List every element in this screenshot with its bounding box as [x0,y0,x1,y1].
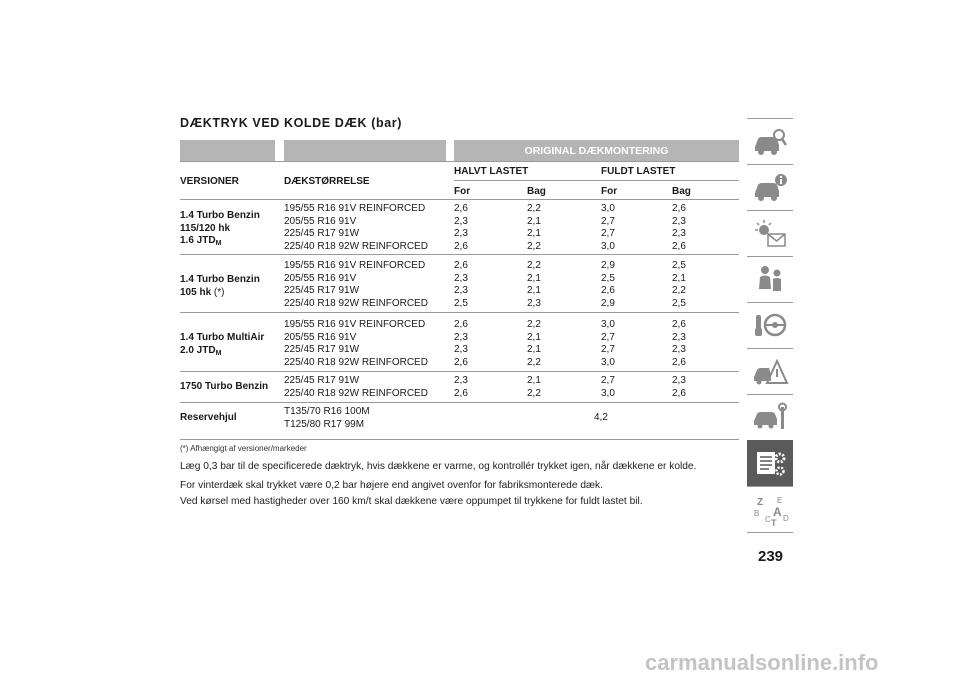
light-envelope-icon [751,217,789,251]
car-warning-triangle-icon [751,355,789,389]
col-header-tyresize: DÆKSTØRRELSE [284,176,370,187]
index-letter: B [754,508,760,518]
pressure-value: 3,0 [601,387,615,399]
full-front-values [601,203,615,253]
pressure-value: 2,6 [454,203,468,214]
version-line: 115/120 hk [180,222,231,234]
version-subscript: M [215,349,222,357]
pressure-value: 2,9 [601,297,615,309]
chapter-tab-safety[interactable] [747,256,793,302]
chapter-tab-car-inspection[interactable] [747,118,793,164]
pressure-value: 2,3 [527,297,541,309]
pressure-value: 2,7 [601,344,615,355]
col-header-full-laden: FULDT LASTET [601,166,676,177]
pressure-value: 2,6 [454,319,468,330]
chapter-tab-lights-messages[interactable] [747,210,793,256]
pressure-value: 2,9 [601,260,615,271]
version-text: 105 hk [180,286,212,298]
pressure-value: 2,2 [527,356,541,368]
version-line: 1.4 Turbo Benzin [180,210,260,221]
pressure-value: 3,0 [601,240,615,252]
original-fitting-label: ORIGINAL DÆKMONTERING [524,144,669,157]
pressure-value: 2,5 [601,272,615,284]
paragraph: For vinterdæk skal trykket være 0,2 bar højere end angivet ovenfor for fabriksmonterede dæk. [180,480,603,491]
pressure-value: 2,1 [527,375,541,386]
pressure-value: 2,2 [527,387,541,399]
chapter-tab-starting-driving[interactable] [747,302,793,348]
pressure-value: 2,2 [527,203,541,214]
pressure-value: 2,7 [601,375,615,386]
tyre-size: 225/40 R18 92W REINFORCED [284,297,428,309]
divider [454,180,739,181]
pressure-value: 2,6 [454,260,468,271]
header-band-original [454,140,739,161]
index-letter: T [771,517,777,527]
pressure-value: 2,3 [454,344,468,355]
pressure-value: 2,1 [527,285,541,296]
divider [180,402,739,403]
chapter-tab-car-info[interactable] [747,164,793,210]
page-title: DÆKTRYK VED KOLDE DÆK (bar) [180,116,402,130]
pressure-value: 2,5 [672,297,686,309]
version-line [180,345,278,361]
pressure-value: 2,3 [672,344,686,355]
pressure-value: 2,1 [527,215,541,227]
full-rear-values [672,375,686,400]
tyre-size: 225/45 R17 91W [284,375,360,386]
paragraph: Læg 0,3 bar til de specificerede dæktryk, hvis dækkene er varme, og kontrollér trykket igen, når dækkene er kolde. [180,461,697,472]
tyre-size: 205/55 R16 91V [284,215,357,227]
car-wrench-icon [751,401,789,435]
tyre-sizes [284,319,428,369]
divider [180,439,739,440]
tyre-size: 195/55 R16 91V REINFORCED [284,203,426,214]
pressure-value: 2,3 [454,228,468,239]
pressure-value: 2,3 [454,272,468,284]
chapter-tab-technical-data[interactable] [747,440,793,486]
sub-header-front: For [454,186,471,197]
pressure-value: 2,1 [527,331,541,343]
pressure-value: 2,6 [454,356,468,368]
divider [180,254,739,255]
paragraph: Ved kørsel med hastigheder over 160 km/t skal dækkene være oppumpet til trykkene for fuldt lastet bil. [180,496,643,507]
footnote-marker: (*) [213,286,225,298]
full-rear-values [672,260,686,310]
version-line: 1.4 Turbo MultiAir [180,332,265,343]
half-front-values [454,260,468,310]
watermark: carmanualsonline.info [645,650,879,675]
pressure-value: 2,2 [527,319,541,330]
pressure-value: 2,3 [672,375,686,386]
page-number: 239 [758,548,784,565]
divider [180,312,739,313]
chapter-tab-emergency[interactable] [747,348,793,394]
tyre-size: 225/40 R18 92W REINFORCED [284,240,428,252]
pressure-value: 2,3 [672,215,686,227]
full-rear-values [672,203,686,253]
key-steering-wheel-icon [751,309,789,343]
pressure-value: 2,2 [672,285,686,296]
pressure-value: 2,6 [454,387,468,399]
divider [180,371,739,372]
tyre-size: 225/45 R17 91W [284,344,360,355]
tyre-size: 225/45 R17 91W [284,228,360,239]
version-cell [180,381,278,394]
half-front-values [454,203,468,253]
version-line: 1750 Turbo Benzin [180,381,269,392]
sub-header-front: For [601,186,618,197]
seat-passenger-icon [751,263,789,297]
pressure-value: 2,7 [601,228,615,239]
pressure-value: 2,5 [454,297,468,309]
index-letter: E [777,495,783,505]
tyre-size: 195/55 R16 91V REINFORCED [284,319,426,330]
pressure-value: 2,7 [601,331,615,343]
sub-header-rear: Bag [672,186,691,197]
version-cell [180,332,278,360]
pressure-value: 2,3 [672,228,686,239]
alphabet-index-icon [751,493,789,527]
divider [180,161,739,162]
half-front-values [454,319,468,369]
full-front-values [601,375,615,400]
version-text: 1.6 JTD [180,235,216,246]
pressure-value: 2,7 [601,215,615,227]
half-rear-values [527,203,541,253]
version-subscript: M [215,240,222,247]
pressure-value: 2,3 [454,215,468,227]
col-header-half-laden: HALVT LASTET [454,166,529,177]
version-cell [180,210,278,251]
footnote: (*) Afhængigt af versioner/markeder [180,444,307,453]
version-line: 1.4 Turbo Benzin [180,274,260,285]
half-rear-values [527,260,541,310]
pressure-value: 2,6 [454,240,468,252]
index-letter: D [783,513,789,523]
half-front-values [454,375,468,400]
pressure-value: 2,6 [601,285,615,296]
divider [180,199,739,200]
pressure-value: 2,3 [454,285,468,296]
header-band-versions [180,140,275,161]
pressure-value: 2,1 [527,344,541,355]
full-rear-values [672,319,686,369]
version-line: Reservehjul [180,412,237,423]
car-magnifier-icon [751,125,789,159]
half-rear-values [527,375,541,400]
pressure-value: 2,6 [672,319,686,330]
pressure-value: 2,1 [527,272,541,284]
chapter-tab-maintenance[interactable] [747,394,793,440]
tyre-size: 225/45 R17 91W [284,285,360,296]
version-text: 2.0 JTD [180,344,216,356]
pressure-value: 2,3 [672,331,686,343]
tyre-sizes [284,203,428,253]
full-front-values [601,319,615,369]
version-line [180,235,278,251]
document-gear-icon [751,446,789,480]
pressure-value: 2,6 [672,203,686,214]
pressure-value: 2,6 [672,356,686,368]
pressure-value: 2,1 [672,272,686,284]
pressure-value: 3,0 [601,356,615,368]
full-front-values [601,260,615,310]
pressure-value: 2,3 [454,331,468,343]
divider [747,532,793,533]
index-letter: A [773,504,782,519]
pressure-value: 2,1 [527,228,541,239]
tyre-size: 205/55 R16 91V [284,331,357,343]
tyre-sizes [284,406,370,431]
tyre-size: 205/55 R16 91V [284,272,357,284]
tyre-sizes [284,260,428,310]
pressure-value: 3,0 [601,203,615,214]
pressure-value: 3,0 [601,319,615,330]
version-line [180,287,278,300]
chapter-tab-index[interactable] [747,486,793,532]
pressure-value: 2,2 [527,260,541,271]
tyre-sizes [284,375,428,400]
version-cell [180,412,278,425]
index-letter: C [765,514,771,524]
pressure-value: 2,5 [672,260,686,271]
pressure-value: 2,2 [527,240,541,252]
half-rear-values [527,319,541,369]
spare-pressure-value: 4,2 [594,412,608,423]
index-letter: Z [757,496,764,508]
tyre-size: T135/70 R16 100M [284,406,370,417]
pressure-value: 2,6 [672,387,686,399]
tyre-size: T125/80 R17 99M [284,418,365,430]
car-info-icon [751,171,789,205]
sub-header-rear: Bag [527,186,546,197]
tyre-size: 225/40 R18 92W REINFORCED [284,387,428,399]
col-header-versions: VERSIONER [180,176,239,187]
pressure-value: 2,6 [672,240,686,252]
header-band-tyresize [284,140,446,161]
tyre-size: 225/40 R18 92W REINFORCED [284,356,428,368]
version-cell [180,274,278,299]
tyre-pressure-table [180,140,739,440]
tyre-size: 195/55 R16 91V REINFORCED [284,260,426,271]
pressure-value: 2,3 [454,375,468,386]
